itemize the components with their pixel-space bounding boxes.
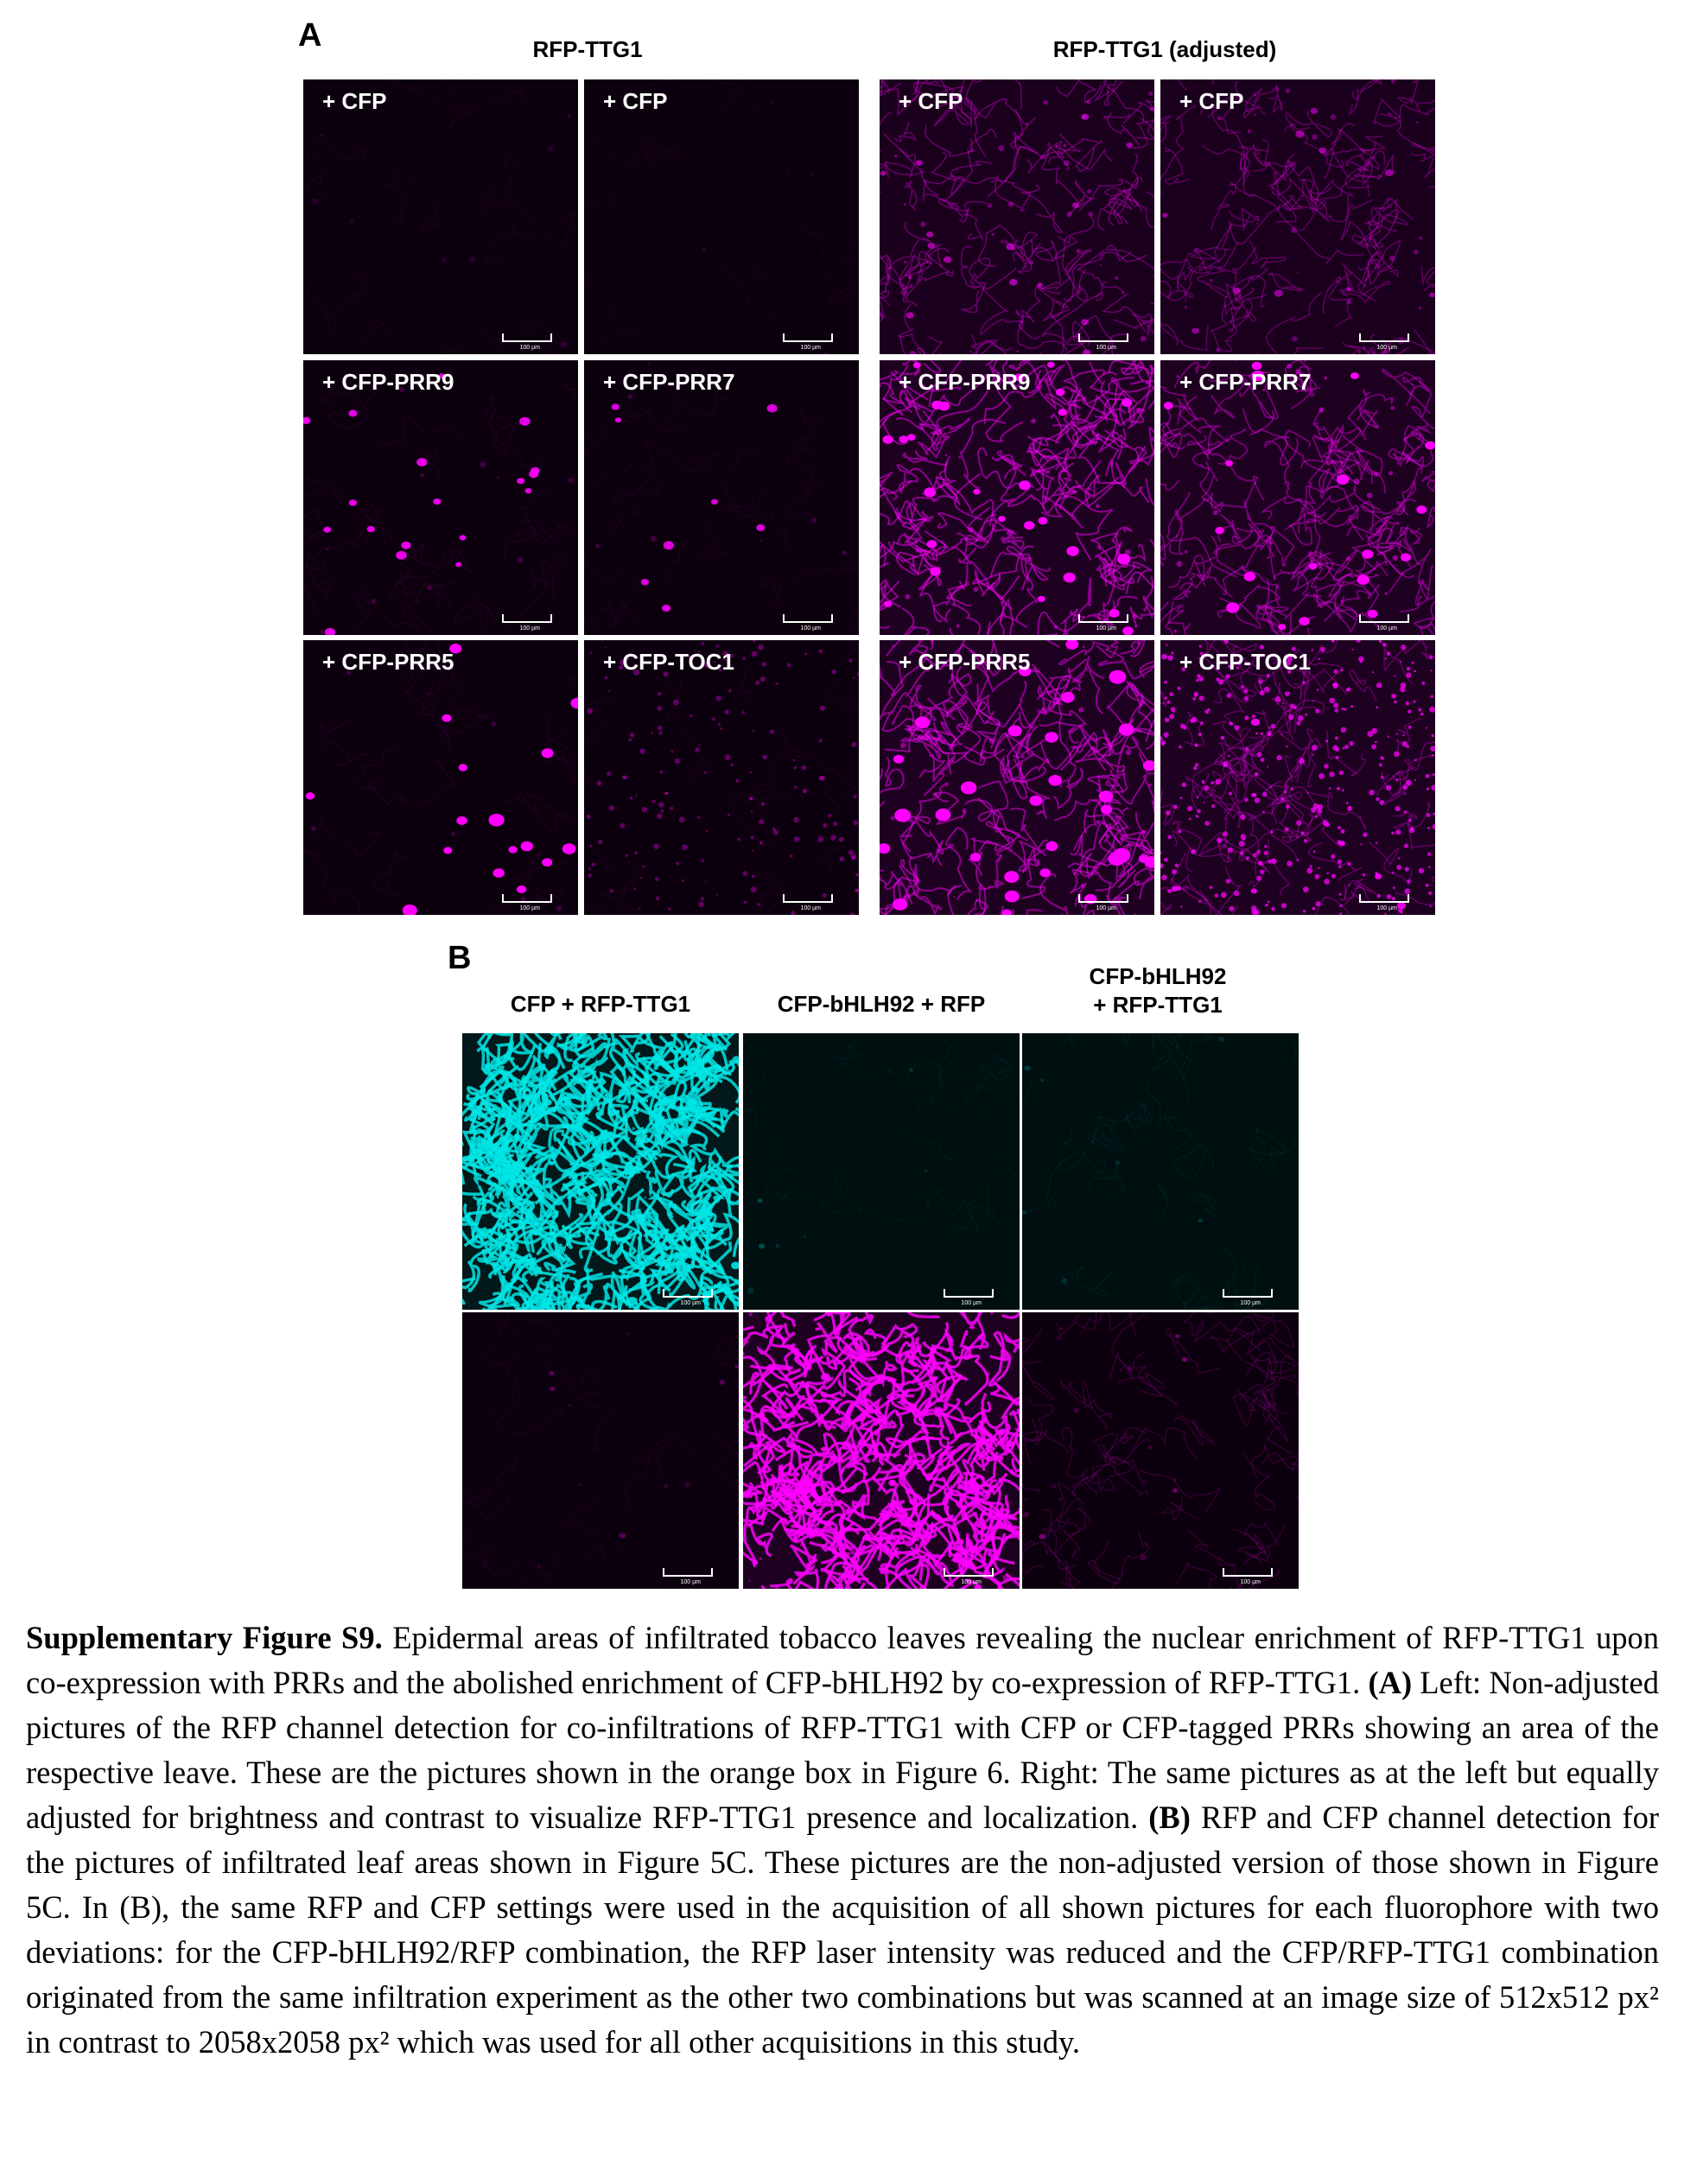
panel-a-tile-prr7-left-scale-bar (783, 614, 833, 623)
panel-a-tile-cfp-right-2 (1160, 79, 1435, 354)
panel-a-right-title: RFP-TTG1 (adjusted) (1052, 36, 1277, 62)
panel-a-tile-prr7-left-label: + CFP-PRR7 (603, 369, 735, 395)
panel-a-tile-prr5-left-label: + CFP-PRR5 (322, 649, 454, 675)
panel-a-tile-cfp-left-1-label: + CFP (322, 88, 387, 114)
panel-a-tile-toc1-left-label: + CFP-TOC1 (603, 649, 734, 675)
panel-a-letter: A (298, 17, 322, 54)
panel-b-tile-cfp-channel-1-scale-bar (663, 1289, 713, 1298)
panel-a-tile-prr5-right (880, 640, 1154, 915)
panel-a-tile-toc1-left (584, 640, 859, 915)
panel-b-tile-cfp-channel-1-scale-text: 100 µm (680, 1300, 701, 1306)
panel-a-tile-cfp-left-1 (303, 79, 578, 354)
panel-a-tile-prr9-left (303, 360, 578, 635)
panel-a-tile-cfp-right-1-scale-bar (1078, 333, 1128, 342)
panel-b-tile-cfp-channel-1 (462, 1033, 739, 1310)
panel-b-tile-cfp-channel-2-scale-text: 100 µm (961, 1300, 982, 1306)
panel-a-tile-prr5-right-scale-bar (1078, 894, 1128, 903)
figure-caption (26, 1616, 1659, 2065)
panel-a-tile-prr9-left-scale-bar (502, 614, 552, 623)
panel-a-tile-cfp-right-2-label: + CFP (1179, 88, 1244, 114)
panel-b-col3-title (1020, 962, 1296, 1019)
panel-a-tile-prr9-right-scale-text: 100 µm (1096, 625, 1116, 632)
panel-b-tile-rfp-channel-2 (743, 1312, 1020, 1589)
caption-text-2: Left: Non-adjusted pictures of the RFP channel detection for co-infiltrations of RFP-TTG1 with CFP or CFP-tagged PRRs showing an area of the respective leave. These are the pictures shown in the orange box in Figure 6. Right: The same pictures as at the left but equally adjusted for brightness and contrast to visualize RFP-TTG1 presence and localization. (26, 1665, 1659, 1835)
panel-a-tile-cfp-right-1 (880, 79, 1154, 354)
panel-b-tile-rfp-channel-1-scale-bar (663, 1568, 713, 1577)
panel-a-tile-cfp-left-1-scale-bar (502, 333, 552, 342)
caption-title: Supplementary Figure S9. (26, 1620, 383, 1655)
panel-a-tile-toc1-left-scale-bar (783, 894, 833, 903)
panel-a-tile-toc1-right-scale-bar (1359, 894, 1409, 903)
panel-a-tile-toc1-left-scale-text: 100 µm (800, 905, 821, 911)
panel-b-tile-rfp-channel-2-scale-text: 100 µm (961, 1579, 982, 1585)
panel-a-tile-prr7-left-scale-text: 100 µm (800, 625, 821, 632)
panel-b-tile-cfp-channel-2 (743, 1033, 1020, 1310)
panel-a-tile-cfp-left-1-scale-text: 100 µm (519, 345, 540, 351)
panel-b-tile-rfp-channel-3-scale-bar (1223, 1568, 1273, 1577)
panel-a-tile-prr5-left-scale-text: 100 µm (519, 905, 540, 911)
panel-b-tile-rfp-channel-3 (1022, 1312, 1299, 1589)
panel-a-tile-prr7-right-scale-bar (1359, 614, 1409, 623)
panel-a-tile-prr9-left-label: + CFP-PRR9 (322, 369, 454, 395)
panel-a-tile-prr9-left-scale-text: 100 µm (519, 625, 540, 632)
panel-b-col1-title: CFP + RFP-TTG1 (510, 991, 691, 1017)
panel-a-tile-toc1-right (1160, 640, 1435, 915)
panel-a-tile-cfp-right-2-scale-bar (1359, 333, 1409, 342)
panel-b-tile-rfp-channel-3-scale-text: 100 µm (1240, 1579, 1261, 1585)
panel-a-tile-prr9-right-scale-bar (1078, 614, 1128, 623)
panel-b-tile-cfp-channel-2-scale-bar (944, 1289, 994, 1298)
panel-a-tile-prr9-right (880, 360, 1154, 635)
panel-b-tile-rfp-channel-1-scale-text: 100 µm (680, 1579, 701, 1585)
panel-b-tile-cfp-channel-3 (1022, 1033, 1299, 1310)
panel-b-tile-rfp-channel-2-scale-bar (944, 1568, 994, 1577)
panel-a-tile-cfp-left-2-scale-bar (783, 333, 833, 342)
panel-b-tile-rfp-channel-1 (462, 1312, 739, 1589)
panel-a-left-title: RFP-TTG1 (532, 36, 643, 62)
panel-a-tile-cfp-right-2-scale-text: 100 µm (1376, 345, 1397, 351)
caption-b-label: (B) (1148, 1800, 1191, 1835)
panel-b-col3-title-line2: + RFP-TTG1 (1093, 991, 1223, 1018)
panel-a-tile-prr7-left (584, 360, 859, 635)
caption-text-1: Epidermal areas of infiltrated tobacco leaves revealing the nuclear enrichment of RFP-TTG1 upon co-expression with PRRs and the abolished enrichment of CFP-bHLH92 by co-expression of RFP-TTG1. (26, 1620, 1660, 1700)
panel-a-tile-toc1-right-label: + CFP-TOC1 (1179, 649, 1311, 675)
panel-a-tile-prr5-left-scale-bar (502, 894, 552, 903)
panel-a-tile-prr9-right-label: + CFP-PRR9 (899, 369, 1031, 395)
panel-a-tile-cfp-right-1-scale-text: 100 µm (1096, 345, 1116, 351)
panel-a-tile-cfp-left-2-scale-text: 100 µm (800, 345, 821, 351)
panel-a-tile-prr7-right (1160, 360, 1435, 635)
panel-b-tile-cfp-channel-3-scale-text: 100 µm (1240, 1300, 1261, 1306)
panel-a-tile-prr5-right-label: + CFP-PRR5 (899, 649, 1031, 675)
panel-a-tile-cfp-left-2 (584, 79, 859, 354)
caption-a-label: (A) (1368, 1665, 1413, 1700)
panel-b-letter: B (448, 940, 472, 976)
panel-b-tile-cfp-channel-3-scale-bar (1223, 1289, 1273, 1298)
panel-a-tile-cfp-right-1-label: + CFP (899, 88, 963, 114)
panel-a-tile-prr7-right-scale-text: 100 µm (1376, 625, 1397, 632)
panel-a-tile-prr7-right-label: + CFP-PRR7 (1179, 369, 1312, 395)
panel-b-col2-title: CFP-bHLH92 + RFP (777, 991, 986, 1017)
panel-a-tile-cfp-left-2-label: + CFP (603, 88, 668, 114)
panel-b-col3-title-line1: CFP-bHLH92 (1089, 963, 1227, 989)
panel-a-tile-toc1-right-scale-text: 100 µm (1376, 905, 1397, 911)
caption-text-3: RFP and CFP channel detection for the pictures of infiltrated leaf areas shown in Figure 5C. These pictures are the non-adjusted version of those shown in Figure 5C. In (B), the same RFP and CFP settings were used in the acquisition of all shown pictures for each fluorophore with two deviations: for the CFP-bHLH92/RFP combination, the RFP laser intensity was reduced and the CFP/RFP-TTG1 combination originated from the same infiltration experiment as the other two combinations but was scanned at an image size of 512x512 px² in contrast to 2058x2058 px² which was used for all other acquisitions in this study. (26, 1800, 1659, 2060)
panel-a-tile-prr5-right-scale-text: 100 µm (1096, 905, 1116, 911)
panel-a-tile-prr5-left (303, 640, 578, 915)
